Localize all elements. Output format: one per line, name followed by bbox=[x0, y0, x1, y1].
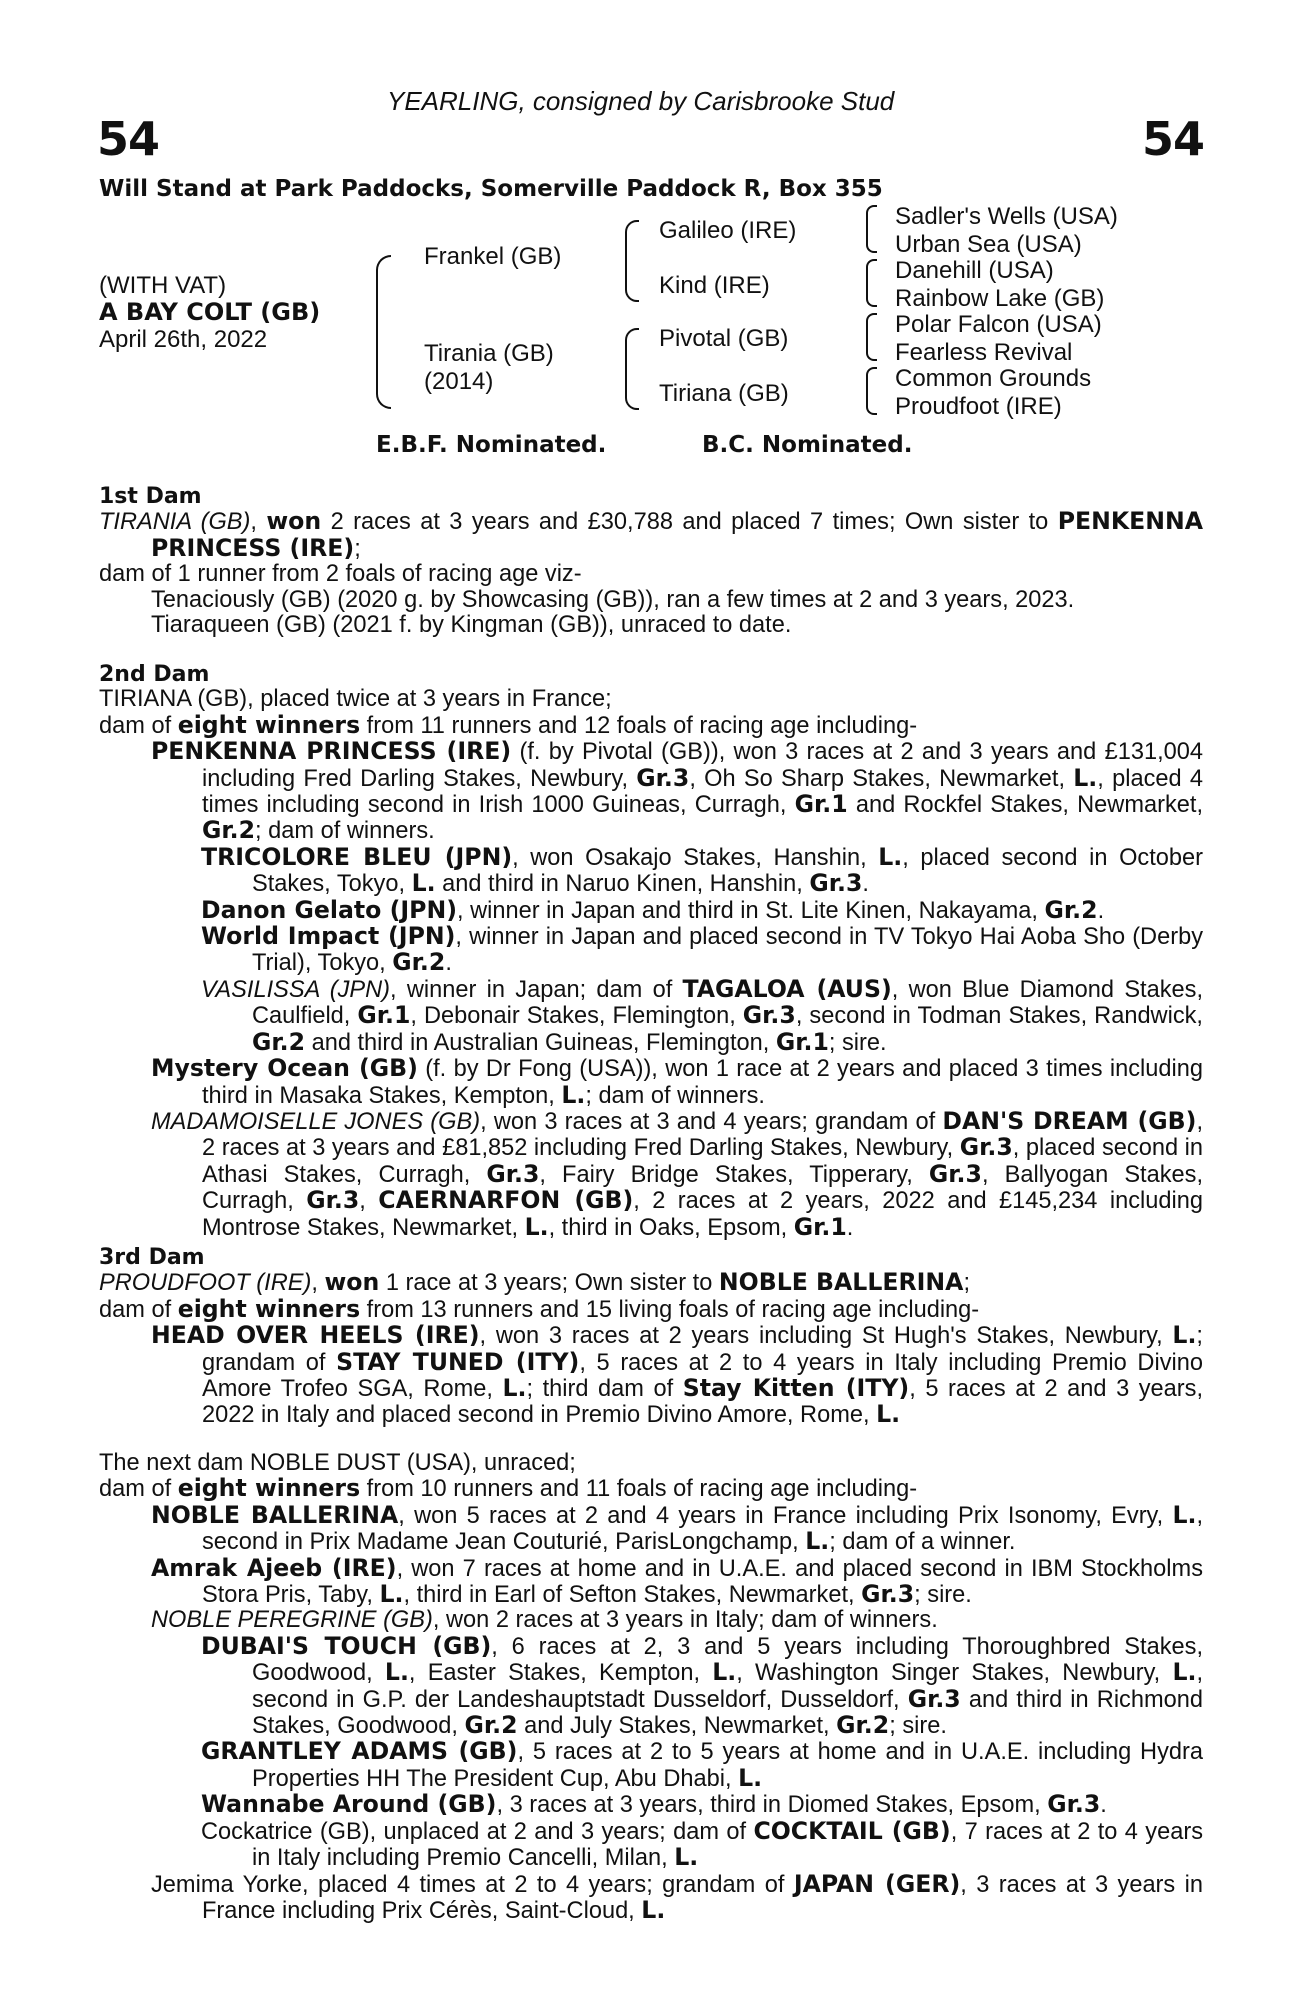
second-dam-section bbox=[99, 662, 1203, 1241]
dam-name: Tirania (GB) bbox=[424, 340, 554, 367]
first-dam-produce-summary: dam of 1 runner from 2 foals of racing age viz- bbox=[99, 561, 582, 588]
third-dam-section bbox=[99, 1245, 1203, 1429]
produce-wannabe-around: Wannabe Around (GB), 3 races at 3 years, third in Diomed Stakes, Epsom, Gr.3. bbox=[201, 1790, 1107, 1819]
brace-g1 bbox=[866, 205, 877, 253]
sire-dam: Kind (IRE) bbox=[659, 272, 770, 299]
produce-mystery-ocean: Mystery Ocean (GB) (f. by Dr Fong (USA)), won 1 race at 2 years and placed 3 times including third in Masaka Stakes, Kempton, L.; dam of winners. bbox=[151, 1054, 1203, 1109]
horse-name: A BAY COLT (GB) bbox=[99, 298, 321, 326]
produce-dubais-touch: DUBAI'S TOUCH (GB), 6 races at 2, 3 and 5 years including Thoroughbred Stakes, Goodwood, L., Easter Stakes, Kempton, L., Washington Singer Stakes, Newbury, L., second in G.P. der Landeshauptstadt Dusseldorf, Dusseldorf, Gr.3 and third in Richmond Stakes, Goodwood, Gr.2 and July Stakes, Newmarket, Gr.2; sire. bbox=[201, 1631, 1203, 1740]
grand-sire-4: Common Grounds bbox=[895, 365, 1092, 392]
second-dam-record: TIRIANA (GB), placed twice at 3 years in France; bbox=[99, 686, 612, 713]
produce-penkenna-princess: PENKENNA PRINCESS (IRE) (f. by Pivotal (GB)), won 3 races at 2 and 3 years and £131,004 including Fred Darling Stakes, Newbury, Gr.3, Oh So Sharp Stakes, Newmarket, L., placed 4 times including second in Irish 1000 Guineas, Curragh, Gr.1 and Rockfel Stakes, Newmarket, Gr.2; dam of winners. bbox=[151, 737, 1204, 845]
ebf-nomination: E.B.F. Nominated. bbox=[376, 432, 607, 458]
grand-dam-3: Fearless Revival bbox=[895, 339, 1073, 366]
grand-sire-1: Sadler's Wells (USA) bbox=[895, 203, 1118, 230]
produce-noble-peregrine: NOBLE PEREGRINE (GB), won 2 races at 3 years in Italy; dam of winners. bbox=[151, 1607, 938, 1634]
stabling-line: Will Stand at Park Paddocks, Somerville Paddock R, Box 355 bbox=[99, 176, 883, 202]
next-dam-record: The next dam NOBLE DUST (USA), unraced; bbox=[99, 1450, 576, 1476]
brace-main bbox=[376, 255, 391, 409]
second-dam-produce-summary: dam of eight winners from 11 runners and 12 foals of racing age including- bbox=[99, 710, 918, 739]
consignor-line: YEARLING, consigned by Carisbrooke Stud bbox=[387, 86, 895, 116]
produce-tricolore-bleu: TRICOLORE BLEU (JPN), won Osakajo Stakes, Hanshin, L., placed second in October Stakes, Tokyo, L. and third in Naruo Kinen, Hanshin, Gr.3. bbox=[201, 842, 1203, 898]
next-dam-section bbox=[99, 1451, 1203, 1924]
first-dam-title: 1st Dam bbox=[99, 484, 202, 509]
brace-g3 bbox=[866, 313, 877, 361]
produce-amrak-ajeeb: Amrak Ajeeb (IRE), won 7 races at home and in U.A.E. and placed second in IBM Stockholms Stora Pris, Taby, L., third in Earl of Sefton Stakes, Newmarket, Gr.3; sire. bbox=[151, 1553, 1203, 1609]
produce-cockatrice: Cockatrice (GB), unplaced at 2 and 3 years; dam of COCKTAIL (GB), 7 races at 2 to 4 years in Italy including Premio Cancelli, Milan, L. bbox=[201, 1816, 1203, 1872]
produce-grantley-adams: GRANTLEY ADAMS (GB), 5 races at 2 to 5 years at home and in U.A.E. including Hydra Properties HH The President Cup, Abu Dhabi, L. bbox=[201, 1737, 1203, 1792]
second-dam-title: 2nd Dam bbox=[99, 662, 210, 687]
sire-sire: Galileo (IRE) bbox=[659, 217, 797, 244]
first-dam-record: TIRANIA (GB), won 2 races at 3 years and £30,788 and placed 7 times; Own sister to PENKENNA PRINCESS (IRE); bbox=[99, 507, 1203, 562]
lot-number-left: 54 bbox=[97, 112, 160, 166]
brace-g4 bbox=[866, 367, 877, 415]
third-dam-title: 3rd Dam bbox=[99, 1245, 205, 1270]
third-dam-record: PROUDFOOT (IRE), won 1 race at 3 years; Own sister to NOBLE BALLERINA; bbox=[99, 1268, 971, 1297]
third-dam-produce-summary: dam of eight winners from 13 runners and 15 living foals of racing age including- bbox=[99, 1294, 980, 1323]
produce-danon-gelato: Danon Gelato (JPN), winner in Japan and third in St. Lite Kinen, Nakayama, Gr.2. bbox=[201, 895, 1105, 924]
first-dam-section bbox=[99, 484, 1203, 638]
dam-dam: Tiriana (GB) bbox=[659, 380, 789, 407]
sire-name: Frankel (GB) bbox=[424, 243, 562, 270]
produce-tenaciously: Tenaciously (GB) (2020 g. by Showcasing (GB)), ran a few times at 2 and 3 years, 2023. bbox=[151, 586, 1075, 613]
lot-number-right: 54 bbox=[1141, 112, 1204, 166]
dam-sire: Pivotal (GB) bbox=[659, 325, 789, 352]
grand-dam-1: Urban Sea (USA) bbox=[895, 231, 1082, 258]
produce-jemima-yorke: Jemima Yorke, placed 4 times at 2 to 4 years; grandam of JAPAN (GER), 3 races at 3 years in France including Prix Cérès, Saint-Cloud, L. bbox=[151, 1869, 1203, 1924]
dam-year: (2014) bbox=[424, 368, 494, 395]
next-dam-produce-summary: dam of eight winners from 10 runners and 11 foals of racing age including- bbox=[99, 1474, 918, 1503]
brace-sire bbox=[625, 220, 639, 302]
produce-madamoiselle-jones: MADAMOISELLE JONES (GB), won 3 races at 3 and 4 years; grandam of DAN'S DREAM (GB), 2 races at 3 years and £81,852 including Fred Darling Stakes, Newbury, Gr.3, placed second in Athasi Stakes, Curragh, Gr.3, Fairy Bridge Stakes, Tipperary, Gr.3, Ballyogan Stakes, Curragh, Gr.3, CAERNARFON (GB), 2 races at 2 years, 2022 and £145,234 including Montrose Stakes, Newmarket, L., third in Oaks, Epsom, Gr.1. bbox=[151, 1106, 1204, 1241]
grand-dam-2: Rainbow Lake (GB) bbox=[895, 285, 1105, 312]
produce-world-impact: World Impact (JPN), winner in Japan and placed second in TV Tokyo Hai Aoba Sho (Derby Trial), Tokyo, Gr.2. bbox=[201, 922, 1203, 977]
produce-head-over-heels: HEAD OVER HEELS (IRE), won 3 races at 2 years including St Hugh's Stakes, Newbury, L.; grandam of STAY TUNED (ITY), 5 races at 2 to 4 years in Italy including Premio Divino Amore Trofeo SGA, Rome, L.; third dam of Stay Kitten (ITY), 5 races at 2 and 3 years, 2022 in Italy and placed second in Premio Divino Amore, Rome, L. bbox=[151, 1321, 1203, 1429]
grand-sire-2: Danehill (USA) bbox=[895, 257, 1054, 284]
grand-sire-3: Polar Falcon (USA) bbox=[895, 311, 1102, 338]
produce-tiaraqueen: Tiaraqueen (GB) (2021 f. by Kingman (GB)), unraced to date. bbox=[151, 612, 792, 639]
brace-g2 bbox=[866, 259, 877, 307]
bc-nomination: B.C. Nominated. bbox=[702, 432, 913, 458]
vat-label: (WITH VAT) bbox=[99, 272, 227, 299]
grand-dam-4: Proudfoot (IRE) bbox=[895, 393, 1062, 420]
brace-dam bbox=[625, 328, 639, 410]
foaling-date: April 26th, 2022 bbox=[99, 326, 268, 353]
produce-noble-ballerina: NOBLE BALLERINA, won 5 races at 2 and 4 years in France including Prix Isonomy, Evry, L., second in Prix Madame Jean Couturié, ParisLongchamp, L.; dam of a winner. bbox=[151, 1500, 1203, 1556]
produce-vasilissa: VASILISSA (JPN), winner in Japan; dam of TAGALOA (AUS), won Blue Diamond Stakes, Caulfield, Gr.1, Debonair Stakes, Flemington, Gr.3, second in Todman Stakes, Randwick, Gr.2 and third in Australian Guineas, Flemington, Gr.1; sire. bbox=[201, 974, 1204, 1056]
